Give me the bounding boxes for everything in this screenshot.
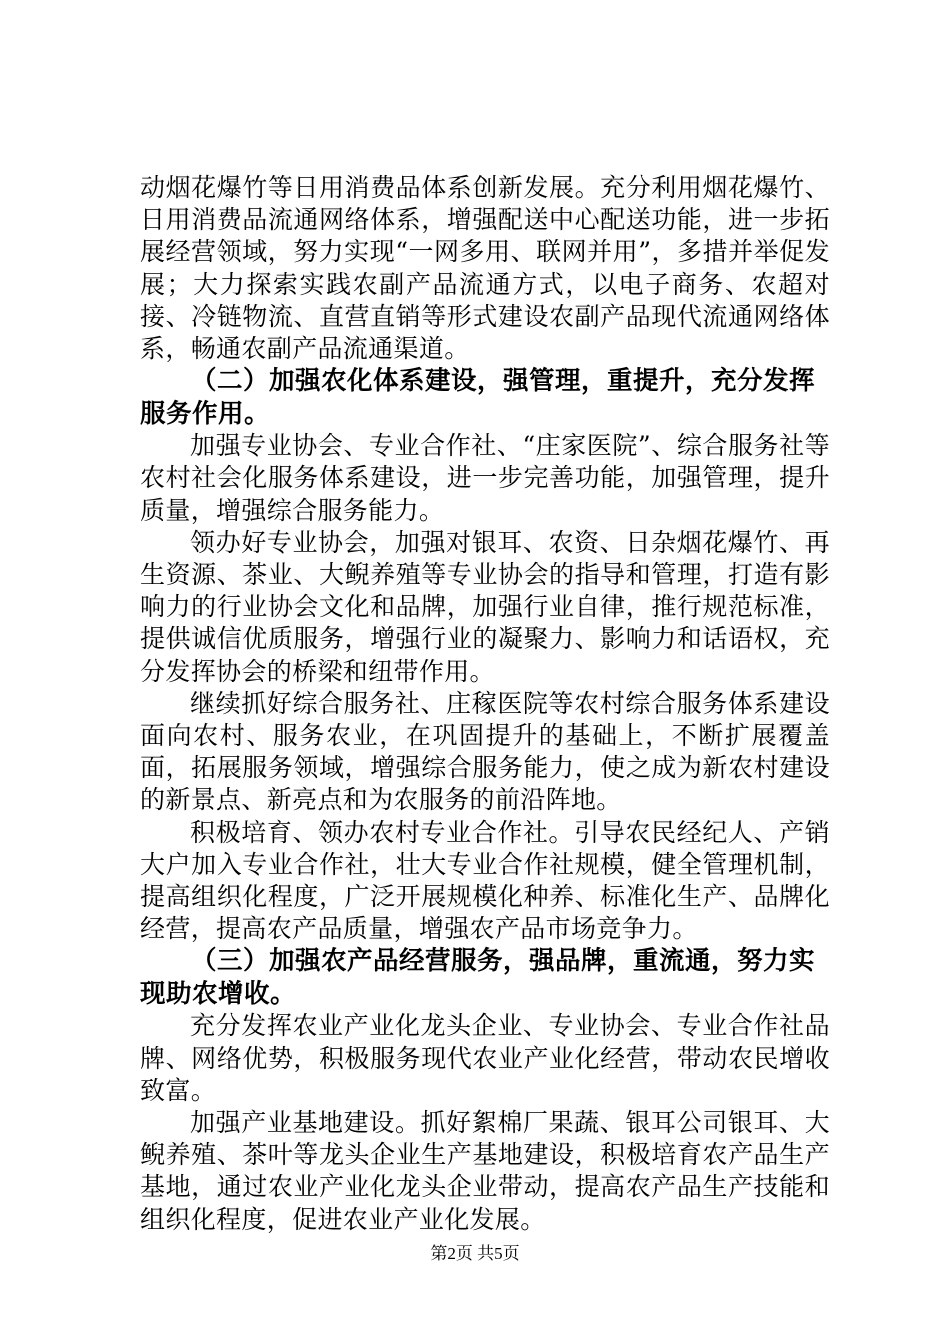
paragraph: 充分发挥农业产业化龙头企业、专业协会、专业合作社品牌、网络优势，积极服务现代农业产业化经营，带动农民增收致富。 bbox=[140, 1011, 830, 1105]
page-footer: 第2页 共5页 bbox=[430, 1244, 520, 1263]
paragraph-continuation: 动烟花爆竹等日用消费品体系创新发展。充分利用烟花爆竹、日用消费品流通网络体系，增强配送中心配送功能，进一步拓展经营领域，努力实现“一网多用、联网并用”，多措并举促发展；大力探索实践农副产品流通方式，以电子商务、农超对接、冷链物流、直营直销等形式建设农副产品现代流通网络体系，畅通农副产品流通渠道。 bbox=[140, 173, 830, 364]
paragraph: 加强专业协会、专业合作社、“庄家医院”、综合服务社等农村社会化服务体系建设，进一步完善功能，加强管理，提升质量，增强综合服务能力。 bbox=[140, 431, 830, 525]
paragraph: 加强产业基地建设。抓好絮棉厂果蔬、银耳公司银耳、大鲵养殖、茶叶等龙头企业生产基地建设，积极培育农产品生产基地，通过农业产业化龙头企业带动，提高农产品生产技能和组织化程度，促进农业产业化发展。 bbox=[140, 1108, 830, 1234]
section-heading-2: （二）加强农化体系建设，强管理，重提升，充分发挥服务作用。 bbox=[140, 366, 816, 429]
document-body bbox=[140, 172, 830, 1236]
paragraph: 领办好专业协会，加强对银耳、农资、日杂烟花爆竹、再生资源、茶业、大鲵养殖等专业协会的指导和管理，打造有影响力的行业协会文化和品牌，加强行业自律，推行规范标准，提供诚信优质服务，增强行业的凝聚力、影响力和话语权，充分发挥协会的桥梁和纽带作用。 bbox=[140, 527, 830, 686]
paragraph: 继续抓好综合服务社、庄稼医院等农村综合服务体系建设面向农村、服务农业，在巩固提升的基础上，不断扩展覆盖面，拓展服务领域，增强综合服务能力，使之成为新农村建设的新景点、新亮点和为农服务的前沿阵地。 bbox=[140, 688, 830, 815]
section-heading-3: （三）加强农产品经营服务，强品牌，重流通，努力实现助农增收。 bbox=[140, 946, 816, 1009]
paragraph: 积极培育、领办农村专业合作社。引导农民经纪人、产销大户加入专业合作社，壮大专业合作社规模，健全管理机制，提高组织化程度，广泛开展规模化种养、标准化生产、品牌化经营，提高农产品质量，增强农产品市场竞争力。 bbox=[140, 817, 830, 944]
